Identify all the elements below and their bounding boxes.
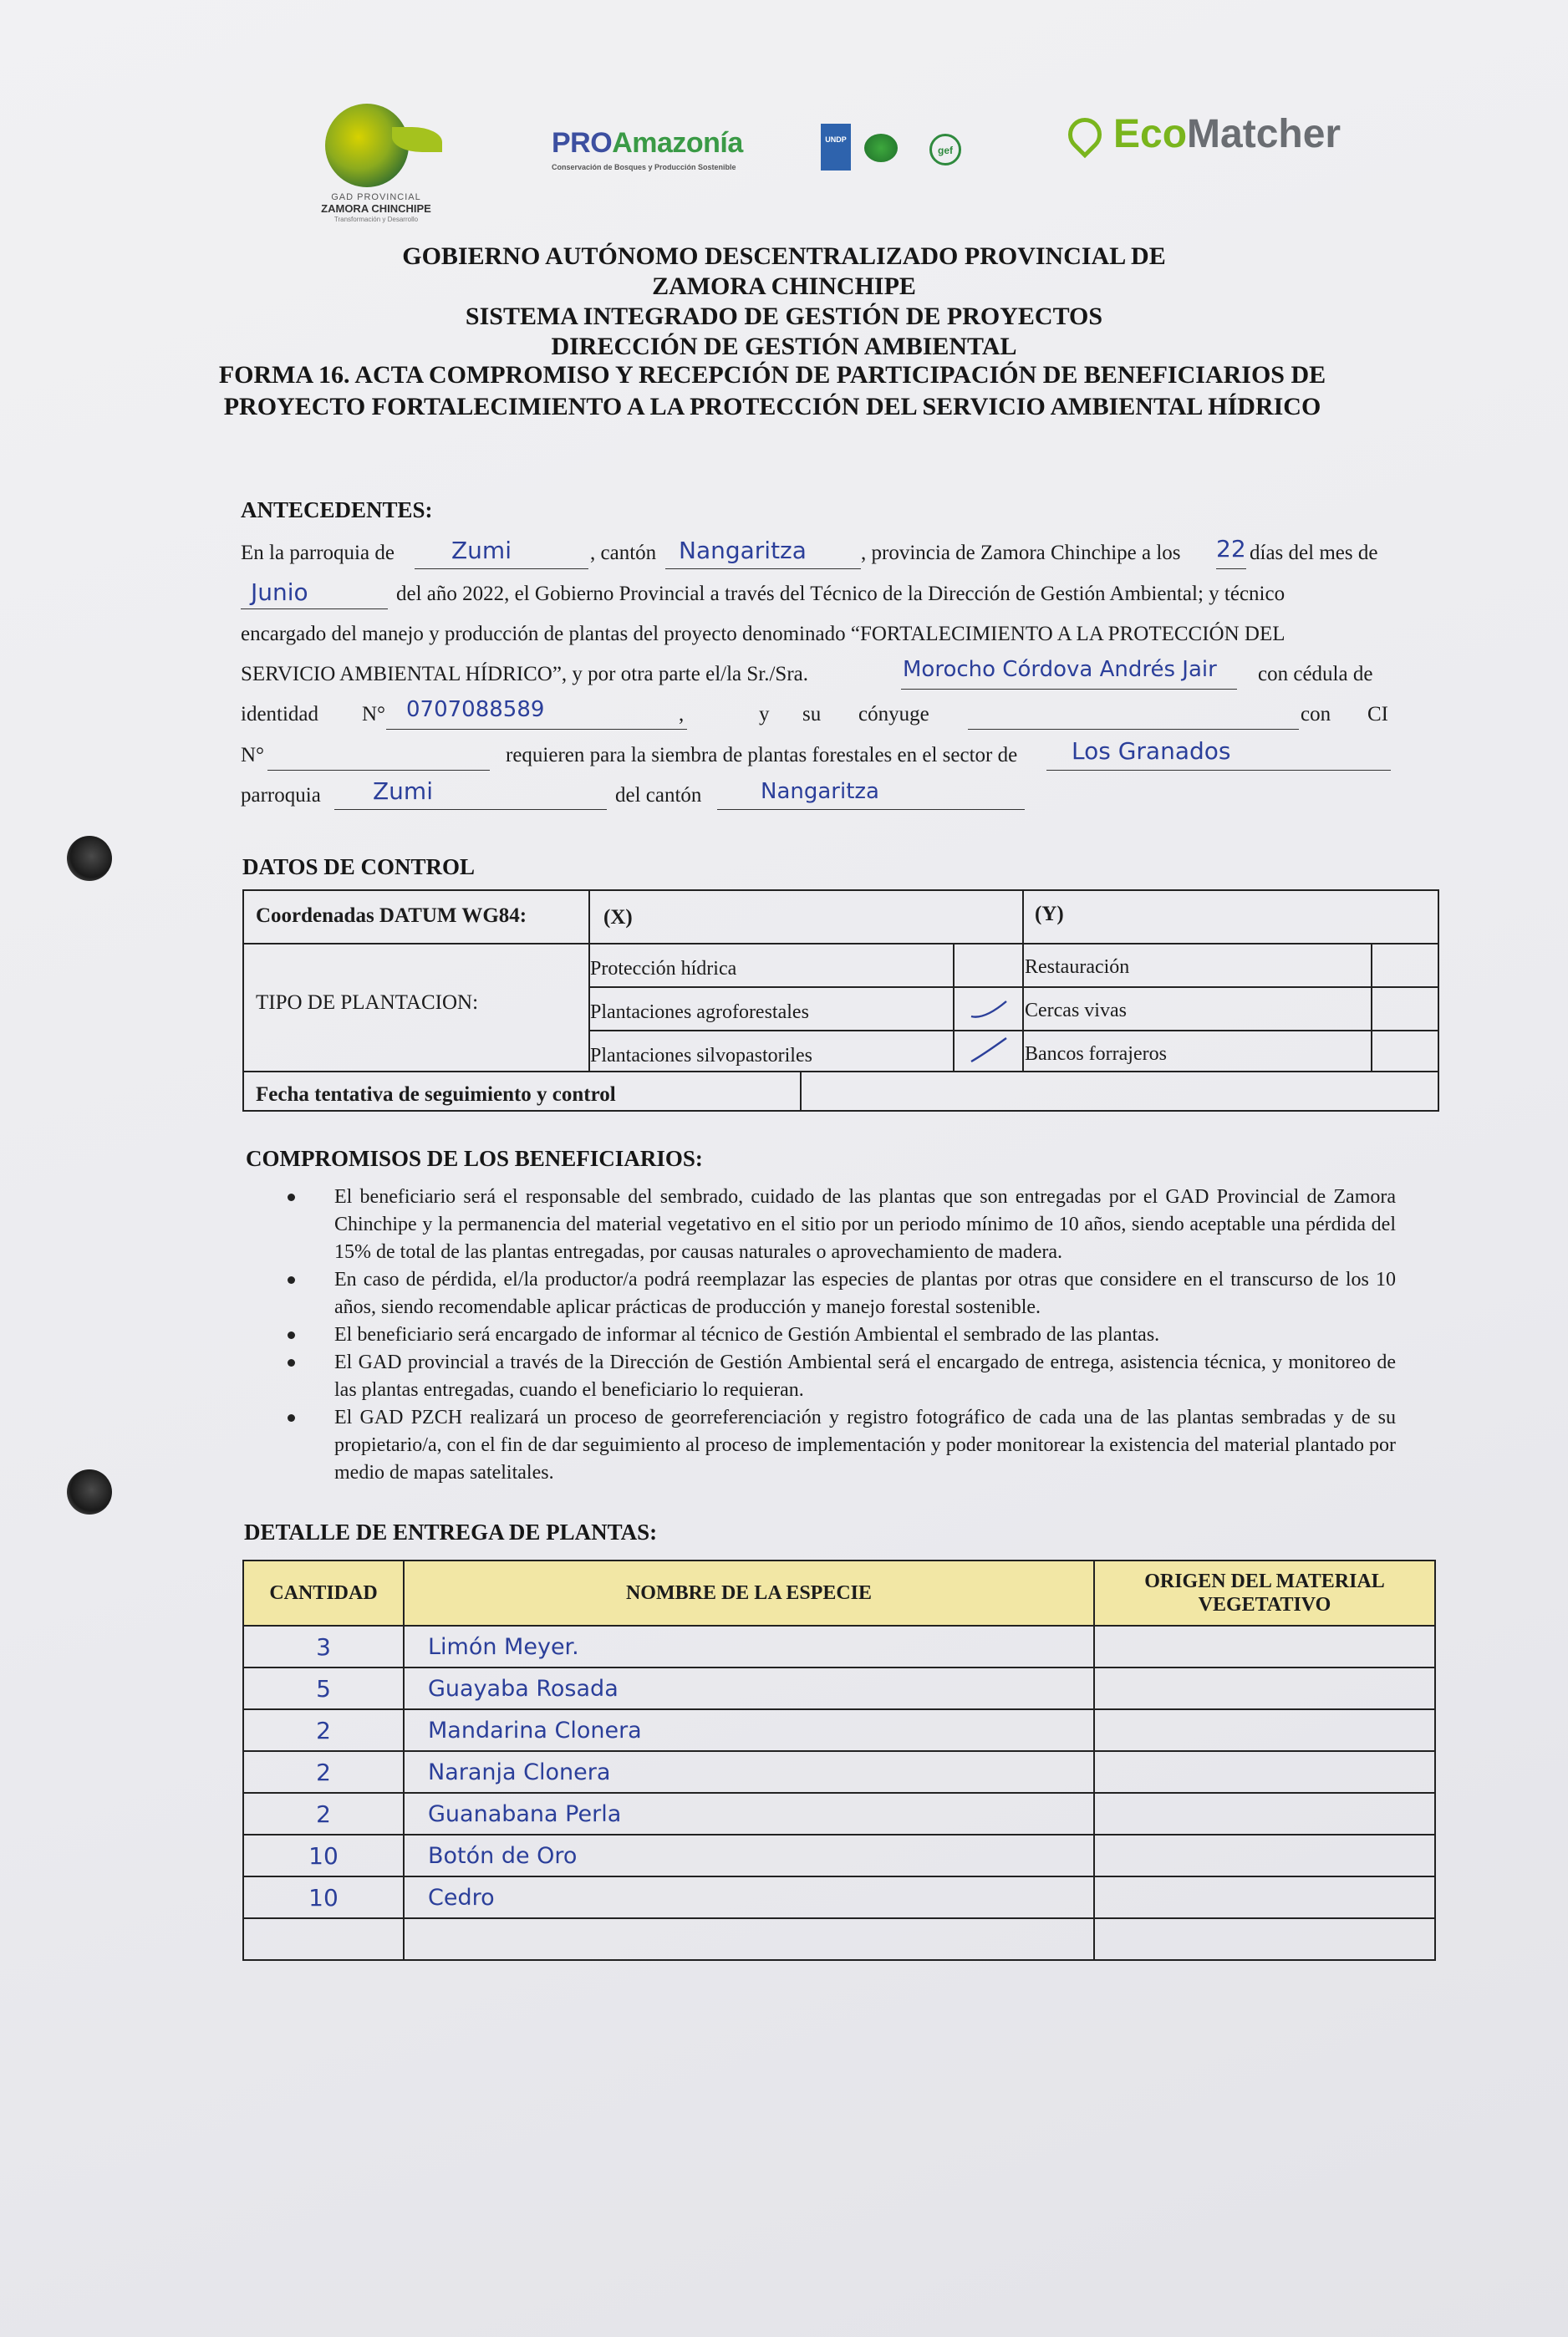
header-line-1: GOBIERNO AUTÓNOMO DESCENTRALIZADO PROVINCIAL DE bbox=[402, 242, 1166, 270]
form-title-line-2: PROYECTO FORTALECIMIENTO A LA PROTECCIÓN DEL SERVICIO AMBIENTAL HÍDRICO bbox=[223, 393, 1321, 420]
cell-origin bbox=[1094, 1835, 1435, 1876]
form-title-line-1: FORMA 16. ACTA COMPROMISO Y RECEPCIÓN DE PARTICIPACIÓN DE BENEFICIARIOS DE bbox=[218, 361, 1326, 389]
header-origen: ORIGEN DEL MATERIAL VEGETATIVO bbox=[1094, 1561, 1435, 1626]
table-row bbox=[243, 1667, 1435, 1709]
text-comma: , bbox=[679, 703, 685, 726]
cell-qty bbox=[243, 1918, 404, 1960]
undp-text: UNDP bbox=[825, 135, 847, 144]
table-row bbox=[243, 1918, 1435, 1960]
ecomatcher-logo bbox=[1068, 111, 1341, 157]
table-row bbox=[243, 1835, 1435, 1876]
text-anio: del año 2022, el Gobierno Provincial a través del Técnico de la Dirección de Gestión Ambiental; y técnico bbox=[396, 583, 1285, 605]
proamazonia-logo bbox=[552, 127, 743, 171]
ci-conyuge-blank bbox=[267, 770, 490, 771]
undp-logo bbox=[821, 124, 851, 171]
compromisos-list bbox=[276, 1184, 1396, 1487]
header-especie: NOMBRE DE LA ESPECIE bbox=[404, 1561, 1094, 1626]
cell-species: Naranja Clonera bbox=[404, 1751, 1094, 1793]
gef-text: gef bbox=[938, 145, 953, 156]
option-cercas-vivas: Cercas vivas bbox=[1025, 1000, 1127, 1021]
cell-origin bbox=[1094, 1751, 1435, 1793]
fecha-seguimiento-label: Fecha tentativa de seguimiento y control bbox=[256, 1083, 616, 1106]
parroquia2-blank bbox=[334, 809, 607, 810]
text-identidad: identidad bbox=[241, 703, 319, 726]
cell-origin bbox=[1094, 1793, 1435, 1835]
canton2-value: Nangaritza bbox=[761, 779, 879, 804]
table-row bbox=[243, 1876, 1435, 1918]
text-parroquia-2: parroquia bbox=[241, 784, 321, 807]
option-restauracion: Restauración bbox=[1025, 956, 1130, 978]
plants-table-header bbox=[243, 1561, 1435, 1626]
table-row bbox=[243, 1626, 1435, 1667]
text-provincia: , provincia de Zamora Chinchipe a los bbox=[861, 542, 1181, 564]
text-parroquia-label: En la parroquia de bbox=[241, 542, 395, 564]
checkmark-agroforestales-icon bbox=[968, 995, 1010, 1025]
nombre-blank bbox=[901, 689, 1237, 690]
canton-blank bbox=[665, 568, 861, 569]
proamazonia-pro: PRO bbox=[552, 127, 613, 159]
conyuge-blank bbox=[968, 729, 1299, 730]
text-dias-mes: días del mes de bbox=[1250, 542, 1378, 564]
header-line-2: ZAMORA CHINCHIPE bbox=[652, 272, 916, 300]
cell-qty: 2 bbox=[243, 1793, 404, 1835]
tipo-plantacion-label: TIPO DE PLANTACION: bbox=[256, 991, 479, 1014]
compromiso-item: El GAD PZCH realizará un proceso de georreferenciación y registro fotográfico de cada una de las plantas sembradas y de su propietario/a, con el fin de dar seguimiento al proceso de implementación y poder monitorear la existencia del material plantado por medio de mapas satelitales. bbox=[276, 1404, 1396, 1487]
header-cantidad: CANTIDAD bbox=[243, 1561, 404, 1626]
datos-control-heading: DATOS DE CONTROL bbox=[242, 854, 476, 879]
text-con: con bbox=[1301, 703, 1331, 726]
cell-species: Mandarina Clonera bbox=[404, 1709, 1094, 1751]
cell-qty: 10 bbox=[243, 1835, 404, 1876]
gad-logo bbox=[305, 99, 464, 224]
cell-species: Guayaba Rosada bbox=[404, 1667, 1094, 1709]
text-ci: CI bbox=[1367, 703, 1388, 726]
cedula-blank bbox=[386, 729, 687, 730]
option-agroforestales: Plantaciones agroforestales bbox=[590, 1001, 809, 1023]
cell-species bbox=[404, 1918, 1094, 1960]
proamazonia-rest: Amazonía bbox=[612, 127, 743, 159]
cell-origin bbox=[1094, 1709, 1435, 1751]
cell-origin bbox=[1094, 1626, 1435, 1667]
cell-qty: 2 bbox=[243, 1709, 404, 1751]
gad-logo-line1: GAD PROVINCIAL bbox=[331, 192, 421, 202]
table-row bbox=[243, 1709, 1435, 1751]
compromiso-item: El beneficiario será el responsable del sembrado, cuidado de las plantas que son entregadas por el GAD Provincial de Zamora Chinchipe y la permanencia del material vegetativo en el sitio por un periodo mínimo de 10 años, siendo aceptable una pérdida del 15% de total de las plantas entregadas, por causas naturales o aprovechamiento de madera. bbox=[276, 1184, 1396, 1266]
cell-origin bbox=[1094, 1876, 1435, 1918]
cell-origin bbox=[1094, 1918, 1435, 1960]
environment-ministry-icon bbox=[864, 134, 898, 162]
parroquia-blank bbox=[415, 568, 588, 569]
mes-value: Junio bbox=[251, 578, 308, 606]
text-conyuge: cónyuge bbox=[858, 703, 929, 726]
control-table bbox=[242, 889, 1439, 1112]
text-numero-2: N° bbox=[241, 744, 265, 766]
coordenadas-label: Coordenadas DATUM WG84: bbox=[256, 904, 527, 927]
cell-species: Guanabana Perla bbox=[404, 1793, 1094, 1835]
option-bancos-forrajeros: Bancos forrajeros bbox=[1025, 1043, 1167, 1065]
cell-qty: 3 bbox=[243, 1626, 404, 1667]
coord-y-label: (Y) bbox=[1035, 903, 1064, 925]
detalle-entrega-heading: DETALLE DE ENTREGA DE PLANTAS: bbox=[244, 1520, 658, 1545]
table-row bbox=[243, 1751, 1435, 1793]
cell-qty: 2 bbox=[243, 1751, 404, 1793]
header-line-3: SISTEMA INTEGRADO DE GESTIÓN DE PROYECTOS bbox=[465, 303, 1103, 330]
header-line-4: DIRECCIÓN DE GESTIÓN AMBIENTAL bbox=[551, 333, 1017, 360]
compromiso-item: El beneficiario será encargado de informar al técnico de Gestión Ambiental el sembrado de las plantas. bbox=[276, 1321, 1396, 1349]
sector-value: Los Granados bbox=[1072, 737, 1231, 765]
beneficiario-nombre: Morocho Córdova Andrés Jair bbox=[903, 657, 1217, 682]
table-row bbox=[243, 1793, 1435, 1835]
punch-hole bbox=[67, 1469, 112, 1515]
ecomatcher-eco: Eco bbox=[1113, 112, 1188, 156]
text-numero: N° bbox=[362, 703, 386, 726]
text-canton-2: del cantón bbox=[615, 784, 702, 807]
cell-species: Botón de Oro bbox=[404, 1835, 1094, 1876]
text-proyecto: encargado del manejo y producción de plantas del proyecto denominado “FORTALECIMIENTO A LA PROTECCIÓN DEL bbox=[241, 623, 1285, 645]
punch-hole bbox=[67, 836, 112, 881]
proamazonia-subtitle: Conservación de Bosques y Producción Sostenible bbox=[552, 163, 736, 171]
compromisos-heading: COMPROMISOS DE LOS BENEFICIARIOS: bbox=[246, 1146, 703, 1171]
ecomatcher-rest: Matcher bbox=[1187, 112, 1341, 156]
gad-globe-icon bbox=[325, 104, 409, 187]
parroquia-value: Zumi bbox=[451, 537, 512, 564]
cell-species: Cedro bbox=[404, 1876, 1094, 1918]
antecedentes-heading: ANTECEDENTES: bbox=[241, 497, 433, 522]
text-y: y bbox=[759, 703, 770, 726]
plants-table bbox=[242, 1560, 1436, 1961]
text-siembra: requieren para la siembra de plantas forestales en el sector de bbox=[506, 744, 1018, 766]
cedula-value: 0707088589 bbox=[406, 697, 545, 722]
text-canton-label: , cantón bbox=[590, 542, 657, 564]
mes-blank bbox=[241, 608, 388, 609]
text-cedula: con cédula de bbox=[1258, 663, 1373, 685]
location-pin-icon bbox=[1061, 110, 1109, 158]
text-sr-sra: SERVICIO AMBIENTAL HÍDRICO”, y por otra parte el/la Sr./Sra. bbox=[241, 663, 808, 685]
dias-blank bbox=[1216, 568, 1246, 569]
checkmark-silvopastoriles-icon bbox=[968, 1035, 1010, 1068]
compromiso-item: En caso de pérdida, el/la productor/a podrá reemplazar las especies de plantas por otras que considere en el transcurso de los 10 años, siendo recomendable aplicar prácticas de producción y manejo forestal sostenible. bbox=[276, 1266, 1396, 1321]
option-silvopastoriles: Plantaciones silvopastoriles bbox=[590, 1045, 812, 1067]
cell-qty: 10 bbox=[243, 1876, 404, 1918]
sector-blank bbox=[1046, 770, 1391, 771]
canton-value: Nangaritza bbox=[679, 537, 807, 564]
gef-logo bbox=[929, 134, 961, 165]
cell-origin bbox=[1094, 1667, 1435, 1709]
option-proteccion-hidrica: Protección hídrica bbox=[590, 958, 737, 980]
canton2-blank bbox=[717, 809, 1025, 810]
parroquia2-value: Zumi bbox=[373, 777, 433, 805]
coord-x-label: (X) bbox=[603, 906, 633, 929]
gad-logo-line2: ZAMORA CHINCHIPE bbox=[321, 202, 431, 215]
text-su: su bbox=[802, 703, 822, 726]
dias-value: 22 bbox=[1216, 535, 1246, 563]
cell-qty: 5 bbox=[243, 1667, 404, 1709]
gad-logo-line3: Transformación y Desarrollo bbox=[333, 216, 419, 223]
compromiso-item: El GAD provincial a través de la Dirección de Gestión Ambiental será el encargado de entrega, asistencia técnica, y monitoreo de las plantas entregadas, cuando el beneficiario lo requieran. bbox=[276, 1349, 1396, 1404]
cell-species: Limón Meyer. bbox=[404, 1626, 1094, 1667]
